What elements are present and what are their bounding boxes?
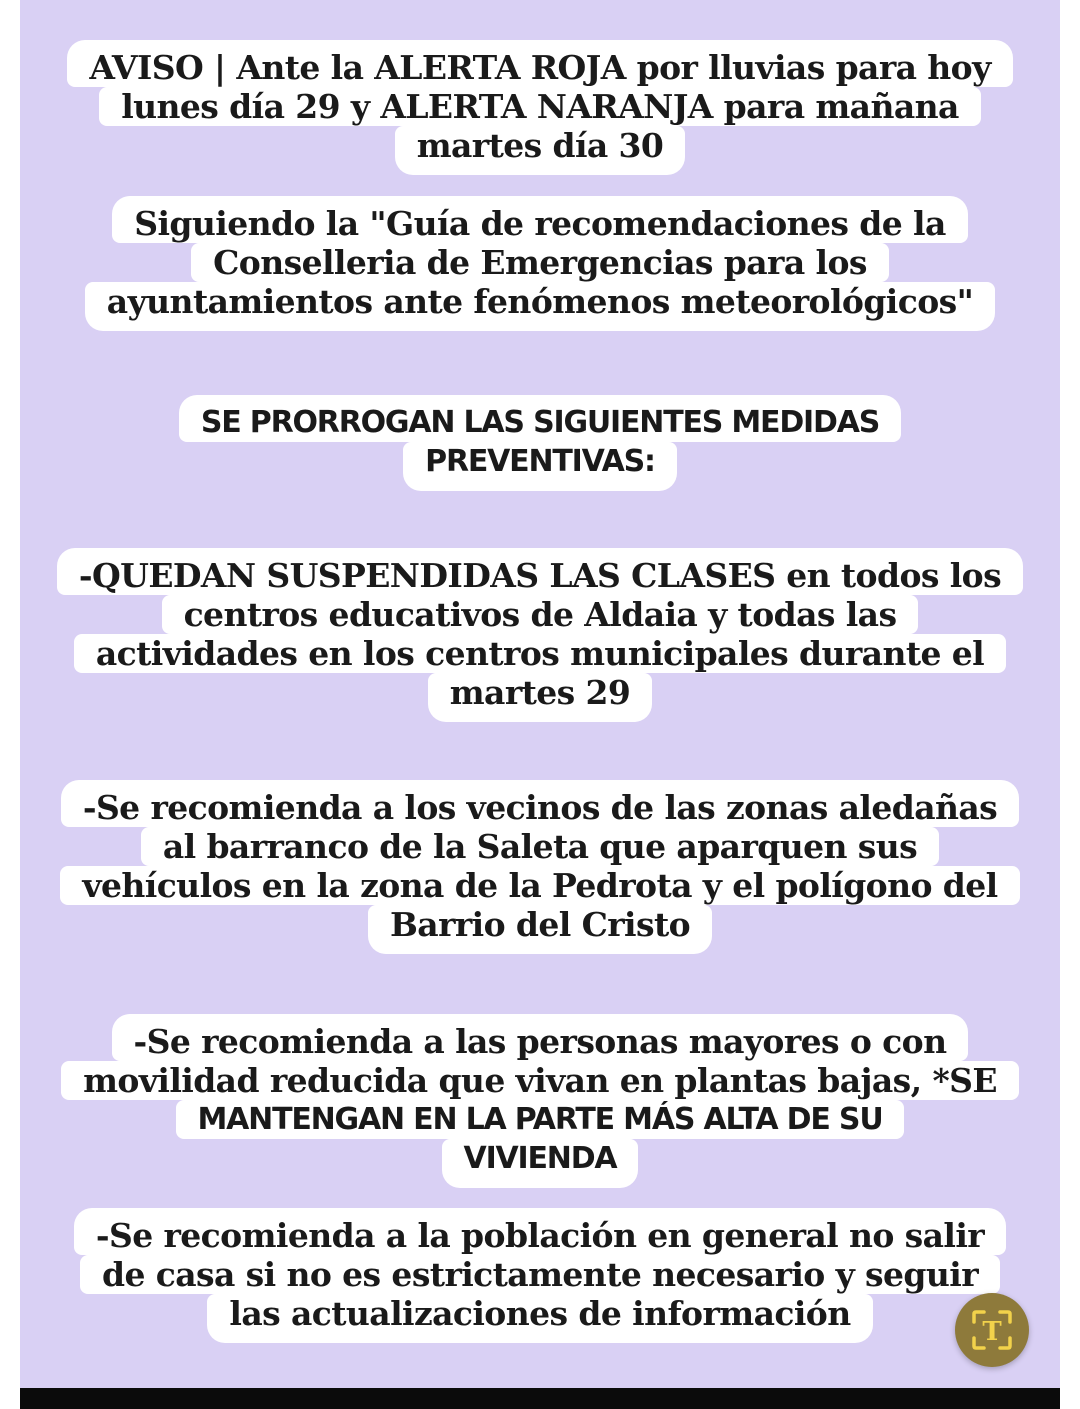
- text-line: ayuntamientos ante fenómenos meteorológicos": [85, 282, 995, 331]
- text-line: Siguiendo la "Guía de recomendaciones de la: [112, 196, 968, 243]
- text-line: -QUEDAN SUSPENDIDAS LAS CLASES en todos los: [57, 548, 1023, 595]
- text-line: -Se recomienda a los vecinos de las zonas aledañas: [61, 780, 1019, 827]
- text-line: SE PRORROGAN LAS SIGUIENTES MEDIDAS: [179, 395, 901, 442]
- text-scan-icon: [962, 1300, 1022, 1360]
- text-line: actividades en los centros municipales durante el: [74, 634, 1006, 673]
- text-line: Conselleria de Emergencias para los: [191, 243, 889, 282]
- text-line: MANTENGAN EN LA PARTE MÁS ALTA DE SU: [176, 1100, 905, 1139]
- notice-block-elderly: [20, 1014, 1060, 1188]
- notice-block-guide: [20, 196, 1060, 331]
- text-line: lunes día 29 y ALERTA NARANJA para mañana: [99, 87, 981, 126]
- text-line: AVISO | Ante la ALERTA ROJA por lluvias para hoy: [67, 40, 1012, 87]
- text-line: -Se recomienda a la población en general no salir: [74, 1208, 1006, 1255]
- text-line: martes 29: [428, 673, 653, 722]
- text-line: al barranco de la Saleta que aparquen sus: [141, 827, 939, 866]
- text-line: -Se recomienda a las personas mayores o con: [112, 1014, 969, 1061]
- text-line: vehículos en la zona de la Pedrota y el polígono del: [60, 866, 1019, 905]
- text-line: las actualizaciones de información: [207, 1294, 872, 1343]
- text-line: Barrio del Cristo: [368, 905, 712, 954]
- notice-block-general: [20, 1208, 1060, 1343]
- bottom-navigation-bar: [20, 1388, 1060, 1409]
- notice-block-measures-title: [20, 395, 1060, 491]
- lens-glyph: T: [982, 1317, 1002, 1347]
- text-line: centros educativos de Aldaia y todas las: [162, 595, 919, 634]
- notice-block-classes: [20, 548, 1060, 722]
- notice-block-alert: [20, 40, 1060, 175]
- text-line: VIVIENDA: [442, 1139, 639, 1188]
- lens-text-button[interactable]: [955, 1293, 1029, 1367]
- notice-panel: [20, 0, 1060, 1388]
- text-line: PREVENTIVAS:: [403, 442, 677, 491]
- text-line: de casa si no es estrictamente necesario y seguir: [80, 1255, 1000, 1294]
- text-line: movilidad reducida que vivan en plantas bajas, *SE: [61, 1061, 1019, 1100]
- text-line: martes día 30: [395, 126, 686, 175]
- notice-block-parking: [20, 780, 1060, 954]
